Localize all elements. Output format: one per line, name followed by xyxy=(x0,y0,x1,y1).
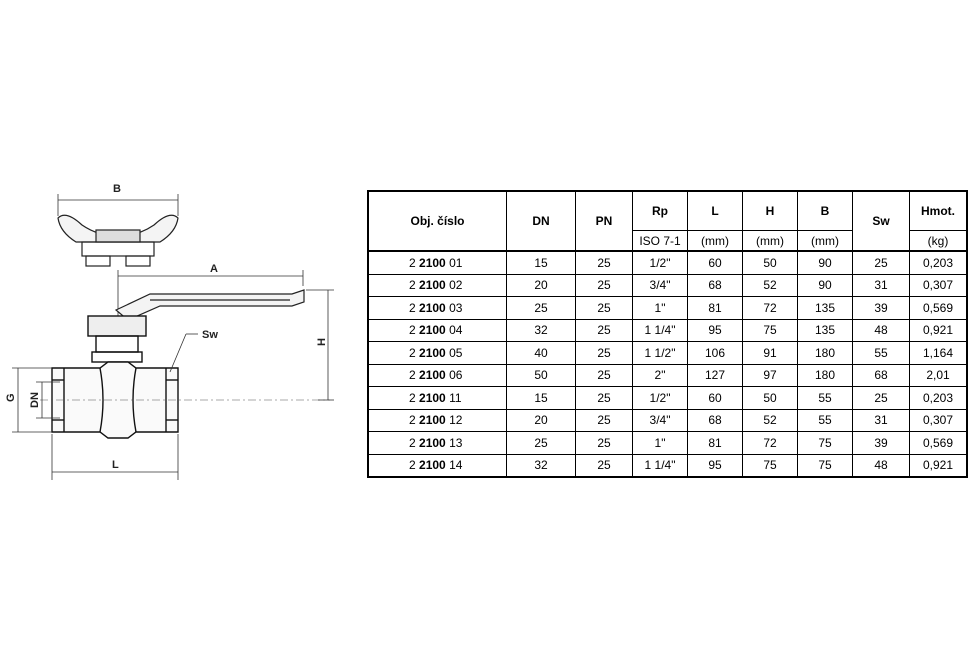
cell-h: 52 xyxy=(743,409,798,432)
header-hmot: Hmot. xyxy=(910,191,968,231)
cell-obj-cislo xyxy=(368,274,507,297)
code-suffix: 11 xyxy=(449,390,462,405)
cell-hmot: 0,203 xyxy=(910,387,968,410)
cell-obj-cislo xyxy=(368,251,507,274)
cell-sw: 39 xyxy=(853,297,910,320)
code-main: 2100 xyxy=(419,368,446,383)
cell-hmot: 0,307 xyxy=(910,274,968,297)
table-row xyxy=(368,432,967,455)
label-h: H xyxy=(316,338,328,346)
header-h: H xyxy=(743,191,798,231)
header-h-unit: (mm) xyxy=(743,231,798,252)
code-prefix: 2 xyxy=(409,458,416,473)
cell-h: 75 xyxy=(743,319,798,342)
cell-b: 135 xyxy=(798,319,853,342)
cell-rp: 1" xyxy=(633,432,688,455)
cell-dn: 20 xyxy=(507,409,576,432)
header-obj-cislo: Obj. číslo xyxy=(368,191,507,251)
cell-sw: 25 xyxy=(853,387,910,410)
cell-dn: 50 xyxy=(507,364,576,387)
label-dn: DN xyxy=(29,392,41,408)
cell-b: 180 xyxy=(798,364,853,387)
table-row xyxy=(368,342,967,365)
dimension-b xyxy=(58,194,178,216)
ball-valve-drawing xyxy=(0,170,350,500)
cell-rp: 2" xyxy=(633,364,688,387)
cell-l: 95 xyxy=(688,454,743,477)
cell-b: 75 xyxy=(798,432,853,455)
cell-l: 60 xyxy=(688,387,743,410)
table-row xyxy=(368,409,967,432)
code-suffix: 01 xyxy=(449,255,463,270)
table-row xyxy=(368,364,967,387)
code-main: 2100 xyxy=(419,345,446,360)
cell-hmot: 0,203 xyxy=(910,251,968,274)
cell-h: 50 xyxy=(743,387,798,410)
cell-hmot: 0,921 xyxy=(910,454,968,477)
code-main: 2100 xyxy=(419,458,446,473)
code-main: 2100 xyxy=(419,413,446,428)
cell-pn: 25 xyxy=(576,454,633,477)
cell-b: 180 xyxy=(798,342,853,365)
cell-dn: 40 xyxy=(507,342,576,365)
table-row xyxy=(368,454,967,477)
cell-l: 68 xyxy=(688,409,743,432)
cell-h: 91 xyxy=(743,342,798,365)
header-sw: Sw xyxy=(853,191,910,251)
cell-h: 52 xyxy=(743,274,798,297)
code-main: 2100 xyxy=(419,323,446,338)
cell-l: 81 xyxy=(688,432,743,455)
specification-table xyxy=(367,190,968,478)
code-suffix: 04 xyxy=(449,323,463,338)
valve-body xyxy=(52,316,178,438)
cell-dn: 25 xyxy=(507,432,576,455)
cell-hmot: 0,307 xyxy=(910,409,968,432)
cell-rp: 3/4" xyxy=(633,409,688,432)
cell-l: 127 xyxy=(688,364,743,387)
cell-rp: 1" xyxy=(633,297,688,320)
code-suffix: 14 xyxy=(449,458,463,473)
cell-b: 135 xyxy=(798,297,853,320)
cell-dn: 25 xyxy=(507,297,576,320)
cell-sw: 48 xyxy=(853,319,910,342)
cell-obj-cislo xyxy=(368,432,507,455)
cell-l: 60 xyxy=(688,251,743,274)
cell-dn: 15 xyxy=(507,251,576,274)
table-row xyxy=(368,319,967,342)
cell-b: 55 xyxy=(798,409,853,432)
table-row xyxy=(368,251,967,274)
code-prefix: 2 xyxy=(409,390,416,405)
cell-sw: 68 xyxy=(853,364,910,387)
code-prefix: 2 xyxy=(409,300,416,315)
cell-dn: 20 xyxy=(507,274,576,297)
cell-sw: 25 xyxy=(853,251,910,274)
code-suffix: 12 xyxy=(449,413,463,428)
code-suffix: 05 xyxy=(449,345,463,360)
cell-rp: 3/4" xyxy=(633,274,688,297)
cell-b: 90 xyxy=(798,274,853,297)
label-b: B xyxy=(113,183,121,195)
code-prefix: 2 xyxy=(409,323,416,338)
cell-b: 75 xyxy=(798,454,853,477)
cell-hmot: 0,569 xyxy=(910,297,968,320)
cell-pn: 25 xyxy=(576,274,633,297)
label-l: L xyxy=(112,459,119,471)
code-prefix: 2 xyxy=(409,255,416,270)
cell-pn: 25 xyxy=(576,297,633,320)
cell-b: 55 xyxy=(798,387,853,410)
header-hmot-unit: (kg) xyxy=(910,231,968,252)
cell-dn: 32 xyxy=(507,319,576,342)
cell-b: 90 xyxy=(798,251,853,274)
cell-pn: 25 xyxy=(576,319,633,342)
label-g: G xyxy=(5,393,17,402)
butterfly-handle xyxy=(58,215,178,266)
cell-obj-cislo xyxy=(368,409,507,432)
code-prefix: 2 xyxy=(409,345,416,360)
cell-obj-cislo xyxy=(368,454,507,477)
header-dn: DN xyxy=(507,191,576,251)
code-suffix: 02 xyxy=(449,278,463,293)
code-prefix: 2 xyxy=(409,435,416,450)
cell-sw: 31 xyxy=(853,409,910,432)
cell-h: 72 xyxy=(743,297,798,320)
cell-obj-cislo xyxy=(368,387,507,410)
header-b-unit: (mm) xyxy=(798,231,853,252)
cell-hmot: 1,164 xyxy=(910,342,968,365)
cell-hmot: 0,569 xyxy=(910,432,968,455)
code-main: 2100 xyxy=(419,278,446,293)
code-main: 2100 xyxy=(419,255,446,270)
cell-l: 81 xyxy=(688,297,743,320)
header-rp-unit: ISO 7-1 xyxy=(633,231,688,252)
code-suffix: 06 xyxy=(449,368,463,383)
cell-h: 75 xyxy=(743,454,798,477)
code-prefix: 2 xyxy=(409,368,416,383)
header-b: B xyxy=(798,191,853,231)
cell-sw: 39 xyxy=(853,432,910,455)
code-suffix: 13 xyxy=(449,435,463,450)
cell-pn: 25 xyxy=(576,409,633,432)
cell-rp: 1/2" xyxy=(633,387,688,410)
cell-obj-cislo xyxy=(368,364,507,387)
code-main: 2100 xyxy=(419,300,446,315)
table-row xyxy=(368,274,967,297)
cell-pn: 25 xyxy=(576,387,633,410)
header-rp: Rp xyxy=(633,191,688,231)
cell-obj-cislo xyxy=(368,297,507,320)
code-prefix: 2 xyxy=(409,278,416,293)
cell-sw: 55 xyxy=(853,342,910,365)
cell-pn: 25 xyxy=(576,432,633,455)
header-pn: PN xyxy=(576,191,633,251)
label-a: A xyxy=(210,263,218,275)
cell-rp: 1/2" xyxy=(633,251,688,274)
table-row xyxy=(368,297,967,320)
cell-l: 106 xyxy=(688,342,743,365)
cell-l: 95 xyxy=(688,319,743,342)
dimension-l xyxy=(52,434,178,480)
cell-pn: 25 xyxy=(576,342,633,365)
dimension-sw xyxy=(170,334,198,372)
header-l-unit: (mm) xyxy=(688,231,743,252)
table-row xyxy=(368,387,967,410)
cell-rp: 1 1/4" xyxy=(633,319,688,342)
cell-pn: 25 xyxy=(576,364,633,387)
cell-rp: 1 1/4" xyxy=(633,454,688,477)
cell-l: 68 xyxy=(688,274,743,297)
cell-sw: 48 xyxy=(853,454,910,477)
cell-h: 50 xyxy=(743,251,798,274)
cell-obj-cislo xyxy=(368,319,507,342)
cell-h: 72 xyxy=(743,432,798,455)
label-sw: Sw xyxy=(202,329,218,341)
cell-pn: 25 xyxy=(576,251,633,274)
cell-hmot: 0,921 xyxy=(910,319,968,342)
cell-obj-cislo xyxy=(368,342,507,365)
cell-h: 97 xyxy=(743,364,798,387)
cell-hmot: 2,01 xyxy=(910,364,968,387)
cell-dn: 15 xyxy=(507,387,576,410)
code-main: 2100 xyxy=(419,435,446,450)
code-suffix: 03 xyxy=(449,300,463,315)
cell-dn: 32 xyxy=(507,454,576,477)
code-prefix: 2 xyxy=(409,413,416,428)
header-l: L xyxy=(688,191,743,231)
cell-sw: 31 xyxy=(853,274,910,297)
cell-rp: 1 1/2" xyxy=(633,342,688,365)
code-main: 2100 xyxy=(419,390,446,405)
